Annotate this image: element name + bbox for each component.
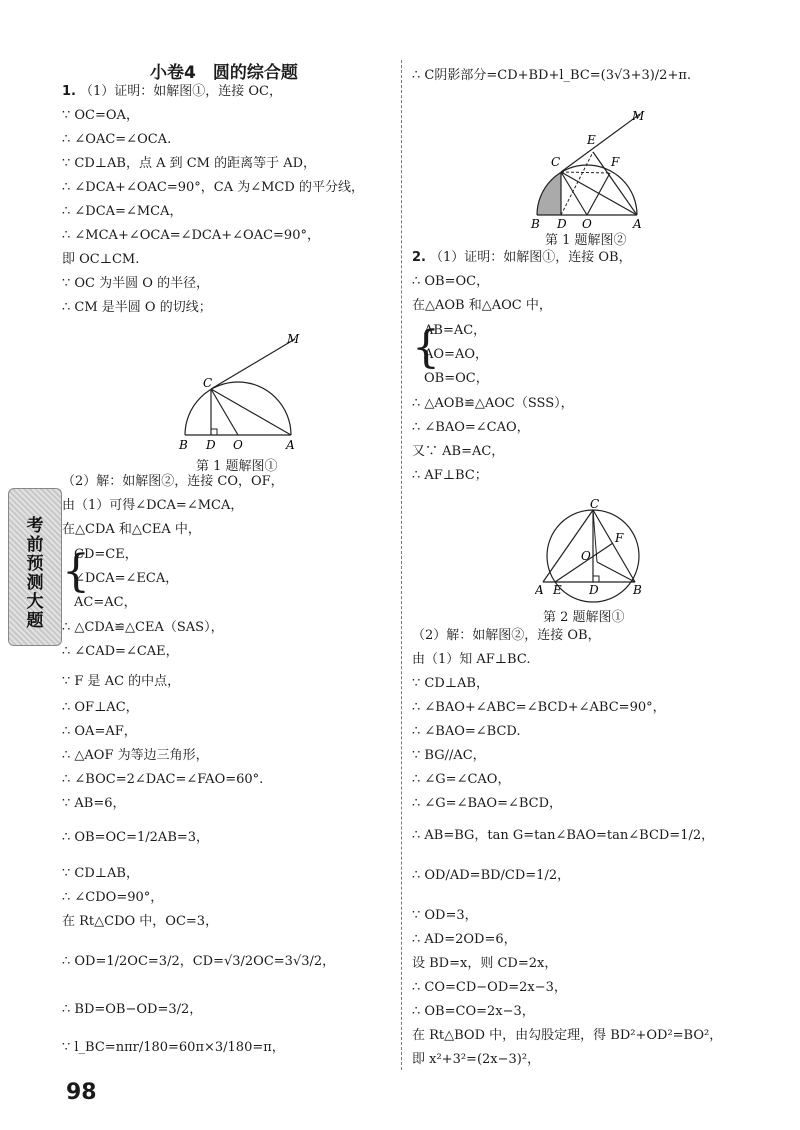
fig1a-label-d: D bbox=[206, 438, 216, 452]
line-text: 由（1）可得∠DCA=∠MCA， bbox=[62, 498, 244, 513]
fig1a-label-m: M bbox=[287, 332, 300, 346]
fig1b-label-e: E bbox=[587, 133, 596, 147]
solution-line bbox=[62, 889, 163, 907]
line-text: 在△CDA 和△CEA 中， bbox=[62, 522, 201, 537]
line-text: ∵ AB=6， bbox=[62, 796, 126, 811]
line-text: ∵ CD⊥AB，点 A 到 CM 的距离等于 AD， bbox=[62, 156, 317, 171]
line-text: AC=AC， bbox=[74, 595, 137, 610]
line-text: （2）解：如解图②，连接 CO，OF， bbox=[62, 474, 284, 489]
fig2a-label-a: A bbox=[535, 583, 544, 597]
solution-line bbox=[412, 955, 557, 973]
line-text: ∴ BD=OB−OD=3/2， bbox=[62, 1002, 203, 1017]
line-text: 设 BD=x，则 CD=2x， bbox=[412, 956, 558, 971]
line-text: 由（1）知 AF⊥BC. bbox=[412, 652, 531, 667]
line-text: ∴ ∠MCA+∠OCA=∠DCA+∠OAC=90°， bbox=[62, 228, 320, 243]
line-text: ∴ △CDA≌△CEA（SAS）， bbox=[62, 620, 224, 635]
solution-line bbox=[412, 1051, 540, 1069]
line-text: ∵ OC 为半圆 O 的半径， bbox=[62, 276, 210, 291]
line-text: OB=OC， bbox=[424, 371, 489, 386]
line-text: CD=CE， bbox=[74, 547, 138, 562]
fig1b-label-m: M bbox=[632, 109, 645, 123]
line-text: ∴ ∠BAO=∠BCD. bbox=[412, 724, 521, 739]
line-text: ∴ OA=AF， bbox=[62, 724, 137, 739]
solution-line bbox=[412, 1027, 722, 1045]
solution-line bbox=[62, 473, 284, 491]
line-text: ∠DCA=∠ECA， bbox=[74, 571, 179, 586]
line-text: ∴ OB=OC， bbox=[412, 274, 490, 289]
solution-line bbox=[62, 673, 180, 691]
solution-line bbox=[412, 273, 489, 291]
column-divider bbox=[401, 60, 402, 1070]
page-title: 小卷4 圆的综合题 bbox=[150, 63, 298, 83]
solution-line bbox=[412, 827, 714, 845]
line-text: ∴ OF⊥AC， bbox=[62, 700, 139, 715]
solution-line bbox=[412, 723, 521, 741]
line-text: ∴ ∠CDO=90°， bbox=[62, 890, 164, 905]
solution-line bbox=[62, 275, 209, 293]
line-text: ∵ CD⊥AB， bbox=[412, 676, 489, 691]
line-text: ∴ OB=CO=2x−3， bbox=[412, 1004, 535, 1019]
solution-line bbox=[62, 131, 171, 149]
solution-line bbox=[412, 395, 574, 413]
line-text: ∵ OC=OA， bbox=[62, 108, 139, 123]
solution-line bbox=[62, 865, 139, 883]
line-text: ∴ ∠OAC=∠OCA. bbox=[62, 132, 172, 147]
solution-line bbox=[62, 1039, 285, 1057]
line-text: ∴ OB=OC=1/2AB=3， bbox=[62, 830, 210, 845]
solution-line bbox=[412, 651, 530, 669]
line-text: ∴ CM 是半圆 O 的切线； bbox=[62, 300, 212, 315]
line-text: ∴ △AOF 为等边三角形， bbox=[62, 748, 209, 763]
solution-line bbox=[412, 771, 510, 789]
solution-line bbox=[62, 771, 263, 789]
solution-line bbox=[412, 467, 488, 485]
solution-line bbox=[62, 497, 243, 515]
fig1b-label-d: D bbox=[557, 217, 567, 228]
figure-1b-caption: 第 1 题解图② bbox=[545, 233, 627, 248]
solution-line bbox=[62, 203, 183, 221]
fig2a-label-f: F bbox=[615, 531, 624, 545]
line-text: ∴ OD=1/2OC=3/2，CD=√3/2OC=3√3/2， bbox=[62, 954, 336, 969]
line-text: ∴ ∠BAO=∠CAO， bbox=[412, 420, 530, 435]
line-text: AO=AO， bbox=[424, 347, 488, 362]
solution-line bbox=[62, 83, 282, 101]
line-text: ∴ ∠G=∠BAO=∠BCD， bbox=[412, 796, 563, 811]
solution-line bbox=[62, 619, 224, 637]
side-tab-label: 考前预测大题 bbox=[26, 516, 44, 631]
solution-line bbox=[62, 747, 209, 765]
brace-left: { bbox=[62, 546, 90, 597]
solution-line bbox=[412, 931, 517, 949]
fig2a-label-e: E bbox=[553, 583, 562, 597]
solution-line bbox=[412, 1003, 535, 1021]
line-text: （2）解：如解图②，连接 OB， bbox=[412, 628, 601, 643]
question-number: 2. bbox=[412, 250, 426, 265]
solution-line bbox=[412, 699, 666, 717]
solution-line bbox=[62, 107, 139, 125]
fig1a-label-b: B bbox=[179, 438, 188, 452]
solution-line bbox=[412, 419, 530, 437]
fig1b-label-b: B bbox=[531, 217, 540, 228]
figure-1b bbox=[525, 100, 655, 228]
figure-1a-caption: 第 1 题解图① bbox=[196, 459, 278, 474]
solution-line bbox=[62, 723, 137, 741]
line-text: ∵ F 是 AC 的中点， bbox=[62, 674, 181, 689]
fig1a-label-a: A bbox=[286, 438, 295, 452]
fig1b-label-a: A bbox=[633, 217, 642, 228]
solution-line bbox=[412, 675, 489, 693]
side-tab bbox=[8, 488, 62, 646]
fig1b-label-o: O bbox=[582, 217, 592, 228]
solution-line bbox=[412, 627, 601, 645]
line-text: ∴ CO=CD−OD=2x−3， bbox=[412, 980, 567, 995]
line-text: ∴ AD=2OD=6， bbox=[412, 932, 517, 947]
solution-line bbox=[62, 829, 209, 847]
line-text: ∴ ∠G=∠CAO， bbox=[412, 772, 511, 787]
line-text: 即 OC⊥CM. bbox=[62, 252, 140, 267]
fig1b-label-c: C bbox=[551, 155, 561, 169]
solution-line bbox=[412, 907, 478, 925]
question-number: 1. bbox=[62, 84, 76, 99]
line-text: 在△AOB 和△AOC 中， bbox=[412, 298, 552, 313]
line-text: ∴ ∠DCA+∠OAC=90°，CA 为∠MCD 的平分线， bbox=[62, 180, 364, 195]
fig1b-label-f: F bbox=[611, 155, 620, 169]
fig1a-label-c: C bbox=[203, 376, 213, 390]
solution-line bbox=[62, 251, 139, 269]
solution-line bbox=[412, 979, 567, 997]
solution-line bbox=[62, 299, 212, 317]
solution-line bbox=[62, 227, 320, 245]
fig2a-label-d: D bbox=[589, 583, 599, 597]
line-text: 在 Rt△BOD 中，由勾股定理，得 BD²+OD²=BO²， bbox=[412, 1028, 723, 1043]
solution-line bbox=[62, 913, 218, 931]
solution-line bbox=[412, 747, 486, 765]
solution-line bbox=[412, 867, 570, 885]
line-text: ∵ l_BC=nπr/180=60π×3/180=π， bbox=[62, 1040, 285, 1055]
solution-line bbox=[62, 155, 316, 173]
solution-line bbox=[62, 1001, 202, 1019]
line-text: ∴ ∠BOC=2∠DAC=∠FAO=60°. bbox=[62, 772, 264, 787]
line-text: 在 Rt△CDO 中，OC=3， bbox=[62, 914, 219, 929]
line-text: ∴ ∠CAD=∠CAE， bbox=[62, 644, 179, 659]
fig2a-label-c: C bbox=[590, 498, 600, 511]
solution-line bbox=[62, 953, 335, 971]
line-text: ∵ BG//AC， bbox=[412, 748, 486, 763]
line-text: AB=AC， bbox=[424, 323, 487, 338]
line-text: ∴ C阴影部分=CD+BD+l_BC=(3√3+3)/2+π. bbox=[412, 68, 692, 83]
solution-line bbox=[412, 795, 562, 813]
line-text: ∵ CD⊥AB， bbox=[62, 866, 139, 881]
line-text: ∴ ∠BAO+∠ABC=∠BCD+∠ABC=90°， bbox=[412, 700, 666, 715]
solution-line bbox=[412, 443, 504, 461]
line-text: ∴ AF⊥BC； bbox=[412, 468, 488, 483]
line-text: （1）证明：如解图①，连接 OC， bbox=[79, 84, 282, 99]
solution-line bbox=[62, 179, 364, 197]
fig2a-label-o: O bbox=[581, 549, 591, 563]
line-text: ∴ ∠DCA=∠MCA， bbox=[62, 204, 183, 219]
line-text: ∵ OD=3， bbox=[412, 908, 478, 923]
figure-2a bbox=[535, 498, 645, 606]
solution-line bbox=[412, 249, 632, 267]
solution-line bbox=[62, 521, 201, 539]
page-number: 98 bbox=[66, 1080, 97, 1105]
solution-line bbox=[62, 643, 179, 661]
brace-right: { bbox=[412, 322, 440, 373]
line-text: （1）证明：如解图①，连接 OB， bbox=[429, 250, 632, 265]
solution-line bbox=[412, 67, 691, 85]
figure-2a-caption: 第 2 题解图① bbox=[543, 610, 625, 625]
solution-line bbox=[412, 297, 552, 315]
figure-1a bbox=[170, 325, 310, 455]
solution-line bbox=[62, 699, 139, 717]
line-text: 即 x²+3²=(2x−3)²， bbox=[412, 1052, 541, 1067]
line-text: ∴ AB=BG，tan G=tan∠BAO=tan∠BCD=1/2， bbox=[412, 828, 715, 843]
line-text: ∴ OD/AD=BD/CD=1/2， bbox=[412, 868, 571, 883]
solution-line bbox=[62, 795, 126, 813]
fig2a-label-b: B bbox=[633, 583, 642, 597]
line-text: ∴ △AOB≌△AOC（SSS）， bbox=[412, 396, 574, 411]
line-text: 又∵ AB=AC， bbox=[412, 444, 505, 459]
fig1a-label-o: O bbox=[233, 438, 243, 452]
